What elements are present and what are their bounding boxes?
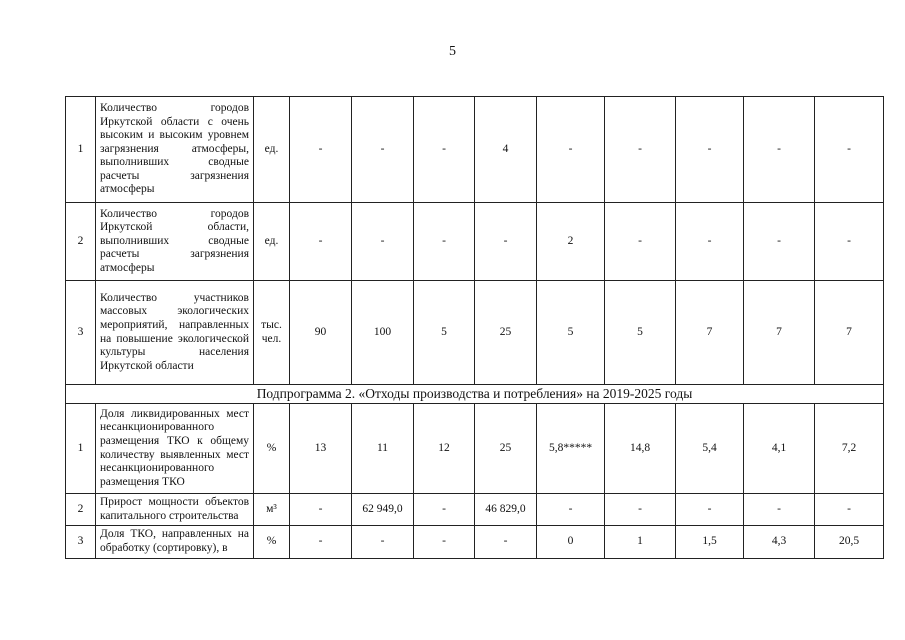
table-row — [66, 281, 884, 385]
row-number: 1 — [66, 404, 96, 494]
value-cell: - — [676, 494, 744, 526]
value-cell: 12 — [414, 404, 475, 494]
value-cell: - — [475, 526, 537, 559]
value-cell: - — [744, 97, 815, 203]
value-cell: 4,1 — [744, 404, 815, 494]
value-cell: 100 — [352, 281, 414, 385]
indicator-name: Количество участников массовых экологических мероприятий, направленных на повышение экологической культуры населения Иркутской области — [96, 281, 254, 385]
indicator-unit: ед. — [254, 97, 290, 203]
row-number: 2 — [66, 494, 96, 526]
value-cell: 13 — [290, 404, 352, 494]
value-cell: 25 — [475, 404, 537, 494]
value-cell: 5 — [537, 281, 605, 385]
value-cell: 5,8***** — [537, 404, 605, 494]
value-cell: 0 — [537, 526, 605, 559]
value-cell: 1 — [605, 526, 676, 559]
value-cell: - — [537, 494, 605, 526]
indicator-unit: м³ — [254, 494, 290, 526]
indicator-unit: % — [254, 404, 290, 494]
value-cell: 4 — [475, 97, 537, 203]
value-cell: 7 — [815, 281, 884, 385]
indicator-unit: тыс. чел. — [254, 281, 290, 385]
value-cell: - — [352, 203, 414, 281]
row-number: 2 — [66, 203, 96, 281]
value-cell: - — [605, 97, 676, 203]
section-header-row — [66, 385, 884, 404]
value-cell: - — [815, 494, 884, 526]
value-cell: - — [290, 526, 352, 559]
table-row — [66, 526, 884, 559]
value-cell: 5 — [605, 281, 676, 385]
value-cell: 7,2 — [815, 404, 884, 494]
indicator-unit: % — [254, 526, 290, 559]
indicator-name: Прирост мощности объектов капитального строительства — [96, 494, 254, 526]
page-number: 5 — [449, 44, 456, 59]
value-cell: 7 — [744, 281, 815, 385]
value-cell: 5,4 — [676, 404, 744, 494]
value-cell: - — [605, 494, 676, 526]
value-cell: - — [537, 97, 605, 203]
value-cell: - — [352, 97, 414, 203]
value-cell: - — [744, 494, 815, 526]
value-cell: - — [290, 494, 352, 526]
value-cell: - — [290, 203, 352, 281]
value-cell: 5 — [414, 281, 475, 385]
indicator-name-text: Доля ТКО, направленных на обработку (сортировку), в — [100, 528, 249, 554]
value-cell: - — [414, 97, 475, 203]
value-cell: 4,3 — [744, 526, 815, 559]
value-cell: - — [475, 203, 537, 281]
value-cell: - — [414, 494, 475, 526]
value-cell: 14,8 — [605, 404, 676, 494]
value-cell: - — [744, 203, 815, 281]
indicator-name — [96, 526, 254, 559]
value-cell: - — [815, 203, 884, 281]
indicator-unit: ед. — [254, 203, 290, 281]
value-cell: - — [290, 97, 352, 203]
value-cell: 7 — [676, 281, 744, 385]
value-cell: 11 — [352, 404, 414, 494]
indicator-name: Количество городов Иркутской области с очень высоким и высоким уровнем загрязнения атмосферы, выполнивших сводные расчеты загрязнения атмосферы — [96, 97, 254, 203]
value-cell: - — [676, 97, 744, 203]
value-cell: - — [815, 97, 884, 203]
indicators-table — [65, 96, 884, 559]
value-cell: 20,5 — [815, 526, 884, 559]
table-row — [66, 97, 884, 203]
row-number: 3 — [66, 281, 96, 385]
value-cell: - — [414, 526, 475, 559]
value-cell: - — [414, 203, 475, 281]
row-number: 1 — [66, 97, 96, 203]
value-cell: - — [605, 203, 676, 281]
table-row — [66, 404, 884, 494]
section-title: Подпрограмма 2. «Отходы производства и потребления» на 2019-2025 годы — [66, 385, 884, 404]
value-cell: 2 — [537, 203, 605, 281]
value-cell: 90 — [290, 281, 352, 385]
value-cell: 1,5 — [676, 526, 744, 559]
value-cell: 62 949,0 — [352, 494, 414, 526]
table-row — [66, 494, 884, 526]
value-cell: 46 829,0 — [475, 494, 537, 526]
row-number: 3 — [66, 526, 96, 559]
value-cell: 25 — [475, 281, 537, 385]
value-cell: - — [676, 203, 744, 281]
value-cell: - — [352, 526, 414, 559]
table-row — [66, 203, 884, 281]
indicator-name: Доля ликвидированных мест несанкционированного размещения ТКО к общему количеству выявленных мест несанкционированного размещения ТКО — [96, 404, 254, 494]
indicator-name: Количество городов Иркутской области, выполнивших сводные расчеты загрязнения атмосферы — [96, 203, 254, 281]
